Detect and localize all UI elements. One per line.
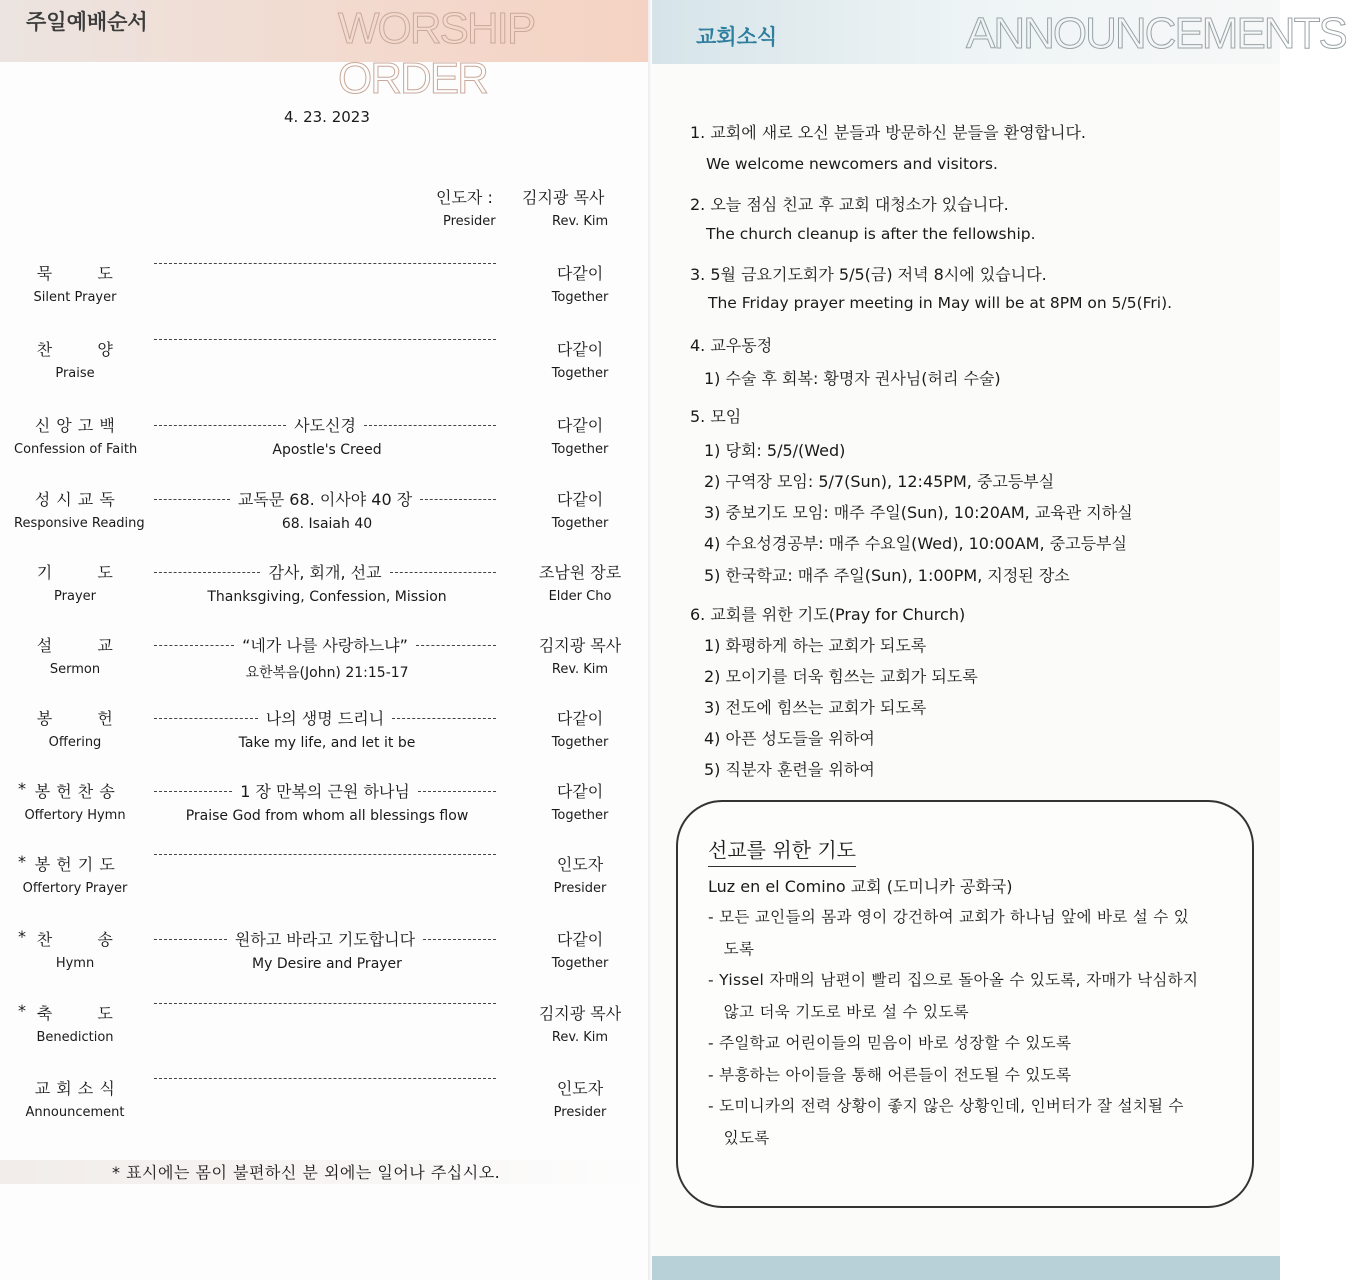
order-item-leader-en: Together	[551, 808, 609, 823]
order-item-leader-en: Together	[551, 516, 609, 531]
order-item-en: Offertory Hymn	[24, 808, 126, 823]
dash-leader	[154, 718, 258, 719]
standing-footnote	[0, 1160, 652, 1184]
order-item-detail-ko	[154, 413, 496, 436]
announcement-line: We welcome newcomers and visitors.	[706, 155, 998, 173]
order-item-detail-ko-text: 사도신경	[294, 416, 356, 435]
order-item-ko	[14, 1001, 136, 1024]
worship-order-row	[0, 706, 652, 766]
dash-leader	[154, 1078, 496, 1079]
dash-leader	[423, 939, 496, 940]
worship-order-row	[0, 927, 652, 987]
dash-leader	[154, 939, 227, 940]
service-date: 4. 23. 2023	[284, 108, 370, 126]
order-item-ko-text: 찬 양	[36, 340, 114, 359]
order-item-ko-text: 찬 송	[36, 930, 114, 949]
announcement-line: 6. 교회를 위한 기도(Pray for Church)	[690, 605, 966, 624]
announcements-header-ko: 교회소식	[696, 25, 778, 49]
order-item-en: Offering	[48, 735, 102, 750]
dash-leader	[364, 425, 496, 426]
mission-prayer-line: 있도록	[708, 1128, 770, 1147]
order-item-en: Offertory Prayer	[22, 881, 128, 896]
dash-leader	[416, 645, 496, 646]
order-item-ko-text: 성 시 교 독	[34, 490, 116, 509]
mission-church: Luz en el Comino 교회 (도미니카 공화국)	[708, 877, 1013, 896]
standing-marker: *	[18, 927, 27, 946]
order-item-ko	[14, 927, 136, 950]
presider-name-en: Rev. Kim	[552, 214, 609, 229]
order-item-leader-ko: 인도자	[556, 1079, 604, 1098]
footnote-text: * 표시에는 몸이 불편하신 분 외에는 일어나 주십시오.	[112, 1163, 501, 1182]
worship-order-row	[0, 633, 652, 693]
order-item-en: Confession of Faith	[14, 442, 138, 457]
announcement-line: 1) 당회: 5/5/(Wed)	[704, 441, 846, 460]
announcements-header	[652, 0, 1346, 64]
announcement-line: 1. 교회에 새로 오신 분들과 방문하신 분들을 환영합니다.	[690, 123, 1086, 142]
worship-order-row	[0, 337, 652, 397]
order-item-detail-ko-text: 원하고 바라고 기도합니다	[234, 930, 416, 949]
order-item-detail-ko	[154, 261, 496, 264]
order-item-leader-ko: 김지광 목사	[538, 1004, 622, 1023]
order-item-ko-text: 신 앙 고 백	[34, 416, 116, 435]
order-item-detail-ko	[154, 1001, 496, 1004]
order-item-leader-ko: 김지광 목사	[538, 636, 622, 655]
announcement-line: 4. 교우동정	[690, 336, 773, 355]
order-item-detail-en: Apostle's Creed	[272, 442, 382, 458]
announcements-page	[652, 0, 1346, 1280]
order-item-leader-en: Together	[551, 366, 609, 381]
worship-order-row	[0, 413, 652, 473]
order-item-detail-ko	[154, 337, 496, 340]
announcement-line: 4) 수요성경공부: 매주 수요일(Wed), 10:00AM, 중고등부실	[704, 534, 1127, 553]
dash-leader	[154, 572, 260, 573]
mission-prayer-line: - 주일학교 어린이들의 믿음이 바로 성장할 수 있도록	[708, 1034, 1072, 1052]
announcement-line: 2) 구역장 모임: 5/7(Sun), 12:45PM, 중고등부실	[704, 472, 1055, 491]
mission-prayer-line: - 도미니카의 전력 상황이 좋지 않은 상황인데, 인버터가 잘 설치될 수	[708, 1097, 1184, 1115]
announcement-line: 5) 직분자 훈련을 위하여	[704, 760, 875, 779]
dash-leader	[154, 854, 496, 855]
dash-leader	[154, 645, 234, 646]
announcement-line: 2. 오늘 점심 친교 후 교회 대청소가 있습니다.	[690, 195, 1009, 214]
dash-leader	[418, 791, 496, 792]
order-item-leader-ko: 다같이	[556, 782, 604, 801]
standing-marker: *	[18, 1001, 27, 1020]
order-item-detail-ko-text: 나의 생명 드리니	[265, 709, 385, 728]
mission-prayer-box	[676, 800, 1254, 1208]
order-item-detail-en: 68. Isaiah 40	[281, 516, 373, 532]
presider-label-ko: 인도자 :	[436, 188, 493, 207]
worship-order-page	[0, 0, 652, 1280]
order-item-ko	[14, 337, 136, 360]
order-item-en: Prayer	[54, 589, 96, 604]
order-item-leader-en: Rev. Kim	[551, 1030, 609, 1045]
worship-order-row	[0, 779, 652, 839]
order-item-leader-en: Rev. Kim	[551, 662, 609, 677]
order-item-ko	[14, 560, 136, 583]
dash-leader	[392, 718, 496, 719]
announcement-line: 4) 아픈 성도들을 위하여	[704, 729, 875, 748]
order-item-ko	[14, 261, 136, 284]
order-item-leader-en: Presider	[553, 1105, 607, 1120]
order-item-leader-en: Presider	[553, 881, 607, 896]
mission-prayer-line: - 부흥하는 아이들을 통해 어른들이 전도될 수 있도록	[708, 1065, 1072, 1084]
order-item-ko	[14, 706, 136, 729]
worship-order-row	[0, 852, 652, 912]
announcement-line: 3) 중보기도 모임: 매주 주일(Sun), 10:20AM, 교육관 지하실	[704, 503, 1133, 522]
order-item-detail-ko	[154, 633, 496, 656]
bottom-band	[652, 1256, 1280, 1280]
order-item-en: Benediction	[36, 1030, 114, 1045]
order-item-detail-en: My Desire and Prayer	[252, 956, 402, 972]
order-item-detail-en: 요한복음(John) 21:15-17	[245, 665, 409, 681]
order-item-leader-ko: 조남원 장로	[538, 563, 622, 582]
order-item-detail-ko	[154, 487, 496, 510]
order-item-leader-ko: 인도자	[556, 855, 604, 874]
mission-prayer-line: - 모든 교인들의 몸과 영이 강건하여 교회가 하나님 앞에 바로 설 수 있	[708, 908, 1189, 926]
order-item-detail-ko	[154, 927, 496, 950]
dash-leader	[154, 425, 286, 426]
order-item-ko-text: 기 도	[36, 563, 114, 582]
dash-leader	[154, 1003, 496, 1004]
order-item-ko-text: 묵 도	[36, 264, 114, 283]
order-item-en: Announcement	[25, 1105, 125, 1120]
order-item-en: Praise	[55, 366, 95, 381]
order-item-detail-ko	[154, 560, 496, 583]
standing-marker: *	[18, 779, 27, 798]
order-item-leader-en: Together	[551, 290, 609, 305]
order-item-ko	[14, 413, 136, 436]
order-item-detail-ko-text: 감사, 회개, 선교	[268, 563, 382, 582]
order-item-en: Responsive Reading	[14, 516, 145, 531]
announcement-line: 5) 한국학교: 매주 주일(Sun), 1:00PM, 지정된 장소	[704, 566, 1070, 585]
order-item-leader-en: Together	[551, 956, 609, 971]
order-item-ko-text: 축 도	[36, 1004, 114, 1023]
worship-order-row	[0, 1001, 652, 1061]
worship-header-en: WORSHIP ORDER	[338, 4, 534, 103]
announcement-line: 1) 화평하게 하는 교회가 되도록	[704, 636, 927, 655]
dash-leader	[154, 263, 496, 264]
announcement-line: 2) 모이기를 더욱 힘쓰는 교회가 되도록	[704, 667, 978, 686]
order-item-ko-text: 봉 헌 찬 송	[34, 782, 116, 801]
mission-prayer-line: - Yissel 자매의 남편이 빨리 집으로 돌아올 수 있도록, 자매가 낙심하지	[708, 971, 1199, 989]
order-item-en: Hymn	[55, 956, 95, 971]
worship-header-ko: 주일예배순서	[26, 10, 148, 34]
presider-name-ko: 김지광 목사	[522, 188, 605, 207]
order-item-leader-ko: 다같이	[556, 340, 604, 359]
announcements-header-en: ANNOUNCEMENTS	[966, 9, 1346, 58]
order-item-detail-en: Praise God from whom all blessings flow	[185, 808, 469, 824]
order-item-detail-ko-text: “네가 나를 사랑하느냐”	[242, 636, 408, 655]
worship-order-row	[0, 560, 652, 620]
order-item-ko	[14, 633, 136, 656]
announcement-line: The Friday prayer meeting in May will be at 8PM on 5/5(Fri).	[708, 294, 1173, 312]
announcement-line: The church cleanup is after the fellowship.	[706, 225, 1036, 243]
order-item-ko	[14, 487, 136, 510]
order-item-detail-ko	[154, 779, 496, 802]
order-item-en: Sermon	[49, 662, 101, 677]
order-item-en: Silent Prayer	[33, 290, 117, 305]
order-item-detail-ko-text: 1 장 만복의 근원 하나님	[240, 782, 410, 801]
worship-order-row	[0, 1076, 652, 1136]
worship-order-row	[0, 261, 652, 321]
dash-leader	[390, 572, 496, 573]
dash-leader	[154, 791, 232, 792]
dash-leader	[420, 499, 496, 500]
order-item-leader-ko: 다같이	[556, 264, 604, 283]
order-item-ko	[14, 1076, 136, 1099]
order-item-leader-en: Elder Cho	[548, 589, 612, 604]
announcement-line: 3) 전도에 힘쓰는 교회가 되도록	[704, 698, 927, 717]
order-item-leader-ko: 다같이	[556, 490, 604, 509]
order-item-ko	[14, 779, 136, 802]
order-item-detail-ko	[154, 852, 496, 855]
order-item-leader-ko: 다같이	[556, 930, 604, 949]
announcement-line: 1) 수술 후 회복: 황명자 권사님(허리 수술)	[704, 369, 1001, 388]
dash-leader	[154, 499, 230, 500]
order-item-detail-en: Thanksgiving, Confession, Mission	[207, 589, 447, 605]
mission-prayer-line: 않고 더욱 기도로 바로 설 수 있도록	[708, 1002, 969, 1021]
order-item-leader-en: Together	[551, 735, 609, 750]
order-item-ko-text: 봉 헌	[36, 709, 114, 728]
order-item-ko	[14, 852, 136, 875]
order-item-detail-ko-text: 교독문 68. 이사야 40 장	[237, 490, 413, 509]
order-item-ko-text: 교 회 소 식	[34, 1079, 116, 1098]
standing-marker: *	[18, 852, 27, 871]
order-item-leader-en: Together	[551, 442, 609, 457]
mission-title: 선교를 위한 기도	[708, 834, 856, 867]
order-item-ko-text: 봉 헌 기 도	[34, 855, 116, 874]
order-item-detail-en: Take my life, and let it be	[238, 735, 416, 751]
order-item-leader-ko: 다같이	[556, 416, 604, 435]
dash-leader	[154, 339, 496, 340]
worship-order-row	[0, 487, 652, 547]
announcement-line: 5. 모임	[690, 407, 742, 426]
announcement-line: 3. 5월 금요기도회가 5/5(금) 저녁 8시에 있습니다.	[690, 265, 1047, 284]
order-item-detail-ko	[154, 706, 496, 729]
mission-prayer-line: 도록	[708, 939, 755, 958]
order-item-leader-ko: 다같이	[556, 709, 604, 728]
order-item-detail-ko	[154, 1076, 496, 1079]
presider-label-en: Presider	[443, 214, 496, 229]
order-item-ko-text: 설 교	[36, 636, 114, 655]
worship-header	[0, 0, 652, 103]
